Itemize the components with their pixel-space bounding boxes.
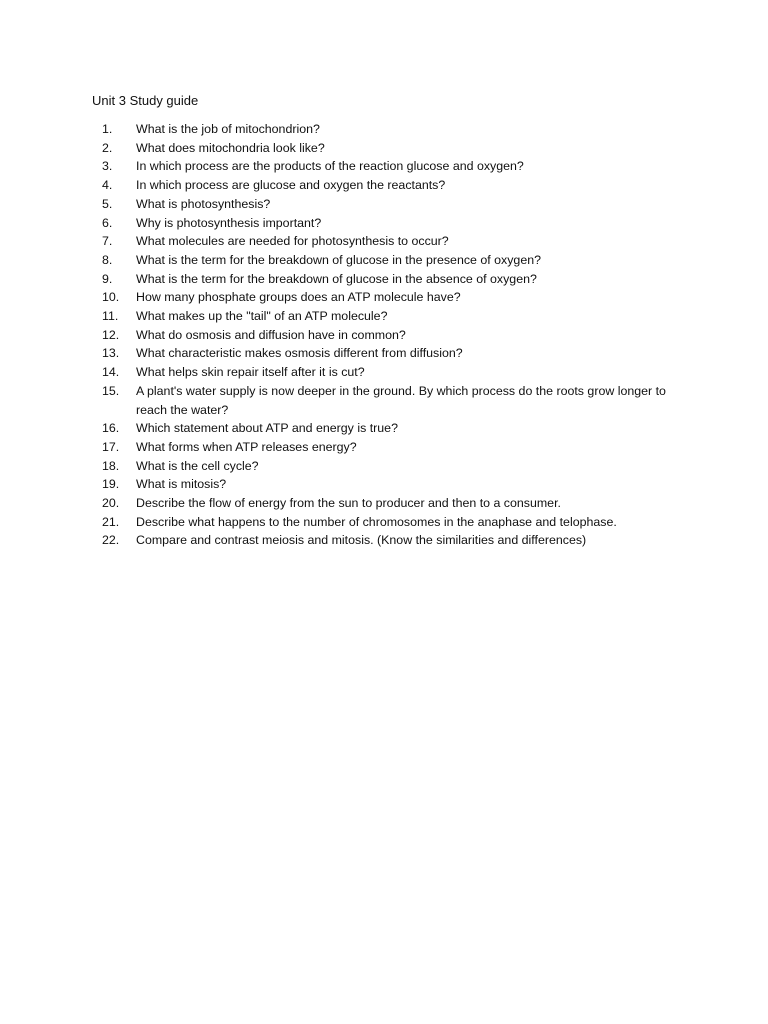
question-number: 3. [102,159,113,174]
list-item [92,251,682,270]
question-text: How many phosphate groups does an ATP molecule have? [136,290,461,305]
question-number: 6. [102,215,113,230]
question-number: 11. [102,309,119,324]
question-text: Describe what happens to the number of chromosomes in the anaphase and telophase. [136,514,617,529]
question-text: What is photosynthesis? [136,196,271,211]
question-text: What is the term for the breakdown of glucose in the presence of oxygen? [136,252,541,267]
question-list [92,120,682,550]
list-item [92,176,682,195]
list-item [92,382,682,419]
question-number: 4. [102,178,113,193]
list-item [92,457,682,476]
question-number: 9. [102,271,113,286]
question-number: 13. [102,346,120,361]
list-item [92,232,682,251]
question-text: What do osmosis and diffusion have in common? [136,327,406,342]
question-text: In which process are glucose and oxygen the reactants? [136,178,446,193]
list-item [92,494,682,513]
list-item [92,157,682,176]
page-title: Unit 3 Study guide [92,93,199,108]
question-text: What makes up the "tail" of an ATP molecule? [136,309,388,324]
question-number: 15. [102,383,120,398]
list-item [92,531,682,550]
question-text: Which statement about ATP and energy is true? [136,421,398,436]
list-item [92,363,682,382]
question-text: What is the term for the breakdown of glucose in the absence of oxygen? [136,271,537,286]
question-text: In which process are the products of the reaction glucose and oxygen? [136,159,524,174]
question-text: Describe the flow of energy from the sun to producer and then to a consumer. [136,496,561,511]
question-text: Why is photosynthesis important? [136,215,322,230]
question-number: 1. [102,122,113,136]
question-text: What does mitochondria look like? [136,140,325,155]
question-text: What molecules are needed for photosynthesis to occur? [136,234,449,249]
question-text: What is the job of mitochondrion? [136,122,320,136]
list-item [92,307,682,326]
list-item [92,288,682,307]
question-number: 2. [102,140,113,155]
question-number: 18. [102,458,120,473]
question-number: 20. [102,496,120,511]
question-text: Compare and contrast meiosis and mitosis. (Know the similarities and differences) [136,533,587,548]
list-item [92,419,682,438]
question-text: What characteristic makes osmosis different from diffusion? [136,346,463,361]
question-number: 17. [102,439,120,454]
question-text: What helps skin repair itself after it is cut? [136,365,365,380]
question-text: What is the cell cycle? [136,458,259,473]
question-number: 19. [102,477,120,492]
question-number: 10. [102,290,120,305]
list-item [92,513,682,532]
question-number: 7. [102,234,113,249]
question-text: What is mitosis? [136,477,227,492]
question-number: 16. [102,421,120,436]
question-text: A plant's water supply is now deeper in the ground. By which process do the roots grow longer to reach the water? [136,383,666,417]
list-item [92,475,682,494]
question-number: 14. [102,365,120,380]
question-number: 12. [102,327,120,342]
list-item [92,270,682,289]
list-item [92,326,682,345]
list-item [92,438,682,457]
list-item [92,214,682,233]
question-text: What forms when ATP releases energy? [136,439,357,454]
list-item [92,139,682,158]
question-number: 5. [102,196,113,211]
question-number: 21. [102,514,120,529]
list-item [92,120,682,139]
question-number: 22. [102,533,120,548]
question-number: 8. [102,252,113,267]
list-item [92,195,682,214]
list-item [92,344,682,363]
